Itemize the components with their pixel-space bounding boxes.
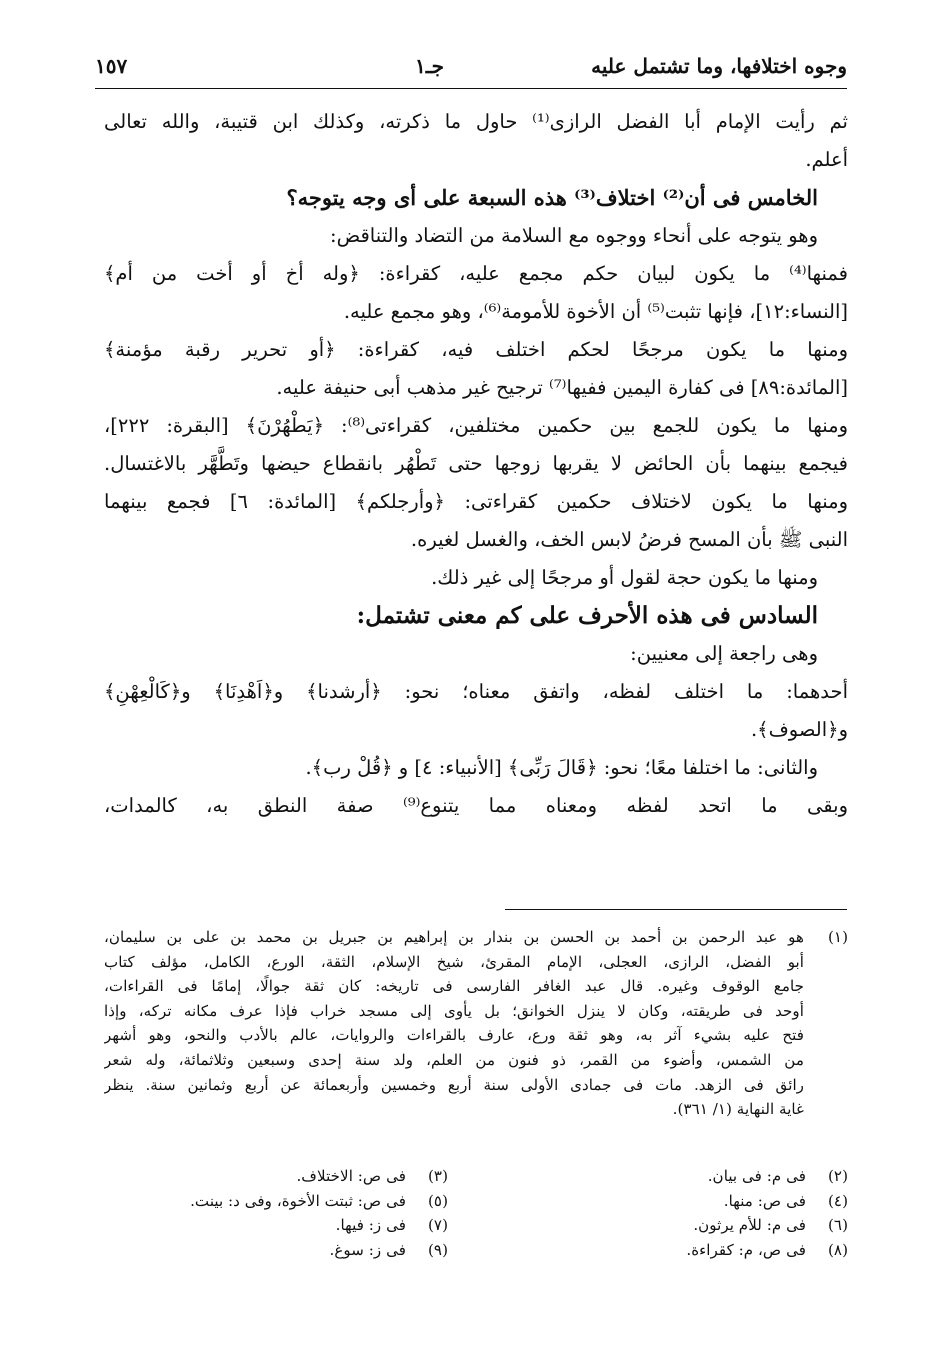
footnote-6: (٦)فى م: للأم يرثون. [693, 1216, 848, 1235]
footnote-text: أوحد فى طريقته، وكان لا ينزل الخوانق؛ بل يأوى إلى مسجد خراب فإذا عرف مكانه تركه، وإذا [104, 1001, 804, 1020]
header-rule [95, 88, 847, 89]
running-header [95, 52, 847, 86]
footnote-text: رائق فى الزهد. مات فى جمادى الأولى سنة أربع وخمسين وأربعمائة عن أربع وثمانين سنة. ينظر [104, 1075, 804, 1094]
footnote-text: من الشمس، وأضوء من القمر، ذو فنون من العلم، ولد سنة إحدى وسبعين وثلاثمائة، وله شعر [104, 1050, 804, 1069]
footnote-7: (٧)فى ز: فيها. [335, 1216, 448, 1235]
page-number: ١٥٧ [95, 54, 128, 78]
text-line: وبقى ما اتحد لفظه ومعناه مما يتنوع⁽⁹⁾ صفة النطق به، كالمدات، [104, 794, 848, 817]
footnote-text: فتح عليه بشيء آثر به، وهو ثقة ورع، عارف بالقراءات والروايات، عالم بالأدب والنحو، وهو أشهر [104, 1026, 804, 1045]
text-line: و﴿الصوف﴾. [750, 718, 848, 741]
footnote-4: (٤)فى ص: منها. [723, 1191, 848, 1210]
footnote-rule [505, 909, 847, 910]
footnote-text: أبو الفضل، الرازى، العجلى، الإمام المقرئ، شيخ الإسلام، الثقة، الورع، الكامل، مؤلف كتاب [104, 952, 804, 971]
text-line: فيجمع بينهما بأن الحائض لا يقربها زوجها حتى تَطْهُر بانقطاع حيضها وتَطَّهَّر بالاغتسال. [104, 452, 848, 475]
main-text [104, 103, 848, 825]
section-heading-sixth: السادس فى هذه الأحرف على كم معنى تشتمل: [356, 602, 818, 629]
text-line: ومنها ما يكون حجة لقول أو مرجحًا إلى غير ذلك. [431, 566, 818, 589]
footnote-text: غاية النهاية (١/ ٣٦١). [672, 1100, 804, 1119]
footnote-number: (١) [827, 928, 848, 946]
footnote-text: هو عبد الرحمن بن أحمد بن الحسن بن بندار بن إبراهيم بن جبريل بن محمد بن على بن سليمان، [104, 928, 804, 946]
text-line: وهى راجعة إلى معنيين: [630, 642, 818, 665]
running-title: وجوه اختلافها، وما تشتمل عليه [591, 54, 847, 78]
footnote-5: (٥)فى ص: ثبتت الأخوة، وفى د: بينت. [190, 1191, 448, 1210]
footnote-2: (٢)فى م: فى بيان. [707, 1167, 848, 1185]
text-line: ثم رأيت الإمام أبا الفضل الرازى⁽¹⁾ حاول ما ذكرته، وكذلك ابن قتيبة، والله تعالى [104, 110, 848, 133]
text-line: والثانى: ما اختلفا معًا؛ نحو: ﴿قَالَ رَبِّى﴾ [الأنبياء: ٤] و ﴿قُلْ رب﴾. [305, 756, 818, 779]
text-line: أعلم. [805, 148, 848, 171]
text-line: فمنها⁽⁴⁾ ما يكون لبيان حكم مجمع عليه، كقراءة: ﴿وله أخ أو أخت من أم﴾ [104, 262, 848, 285]
footnote-line [104, 925, 848, 950]
section-heading-fifth: الخامس فى أن⁽²⁾ اختلاف⁽³⁾ هذه السبعة على أى وجه يتوجه؟ [286, 185, 818, 210]
volume-label: جـ١ [415, 54, 444, 78]
footnote-text: جامع الوقوف وغيره. قال عبد الغافر الفارسى فى تاريخه: كان ثقة جوالًا، إمامًا فى القراءات، [104, 977, 804, 996]
footnote-8: (٨)فى ص، م: كقراءة. [686, 1240, 848, 1259]
text-line: أحدهما: ما اختلف لفظه، واتفق معناه؛ نحو: ﴿أرشدنا﴾ و﴿اَهْدِنَا﴾ و﴿كَالْعِهْنِ﴾ [104, 680, 848, 703]
text-line: النبى ﷺ بأن المسح فرضُ لابس الخف، والغسل لغيره. [410, 528, 848, 551]
footnote-1 [104, 925, 848, 1122]
text-line: [المائدة:٨٩] فى كفارة اليمين ففيها⁽⁷⁾ ترجيح غير مذهب أبى حنيفة عليه. [276, 376, 848, 399]
text-line: وهو يتوجه على أنحاء ووجوه مع السلامة من التضاد والتناقض: [330, 224, 818, 247]
text-line: ومنها ما يكون للجمع بين حكمين مختلفين، كقراءتى⁽⁸⁾: ﴿يَطْهُرْنَ﴾ [البقرة: ٢٢٢]، [104, 414, 848, 437]
text-line: [النساء:١٢]، فإنها تثبت⁽⁵⁾ أن الأخوة للأمومة⁽⁶⁾، وهو مجمع عليه. [343, 300, 848, 323]
text-line: ومنها ما يكون مرجحًا لحكم اختلف فيه، كقراءة: ﴿أو تحرير رقبة مؤمنة﴾ [104, 338, 848, 361]
short-footnotes [104, 1164, 848, 1262]
text-line: ومنها ما يكون لاختلاف حكمين كقراءتى: ﴿وأرجلكم﴾ [المائدة: ٦] فجمع بينهما [104, 490, 848, 513]
footnote-9: (٩)فى ز: سوغ. [329, 1240, 448, 1259]
footnote-3: (٣)فى ص: الاختلاف. [296, 1167, 448, 1185]
